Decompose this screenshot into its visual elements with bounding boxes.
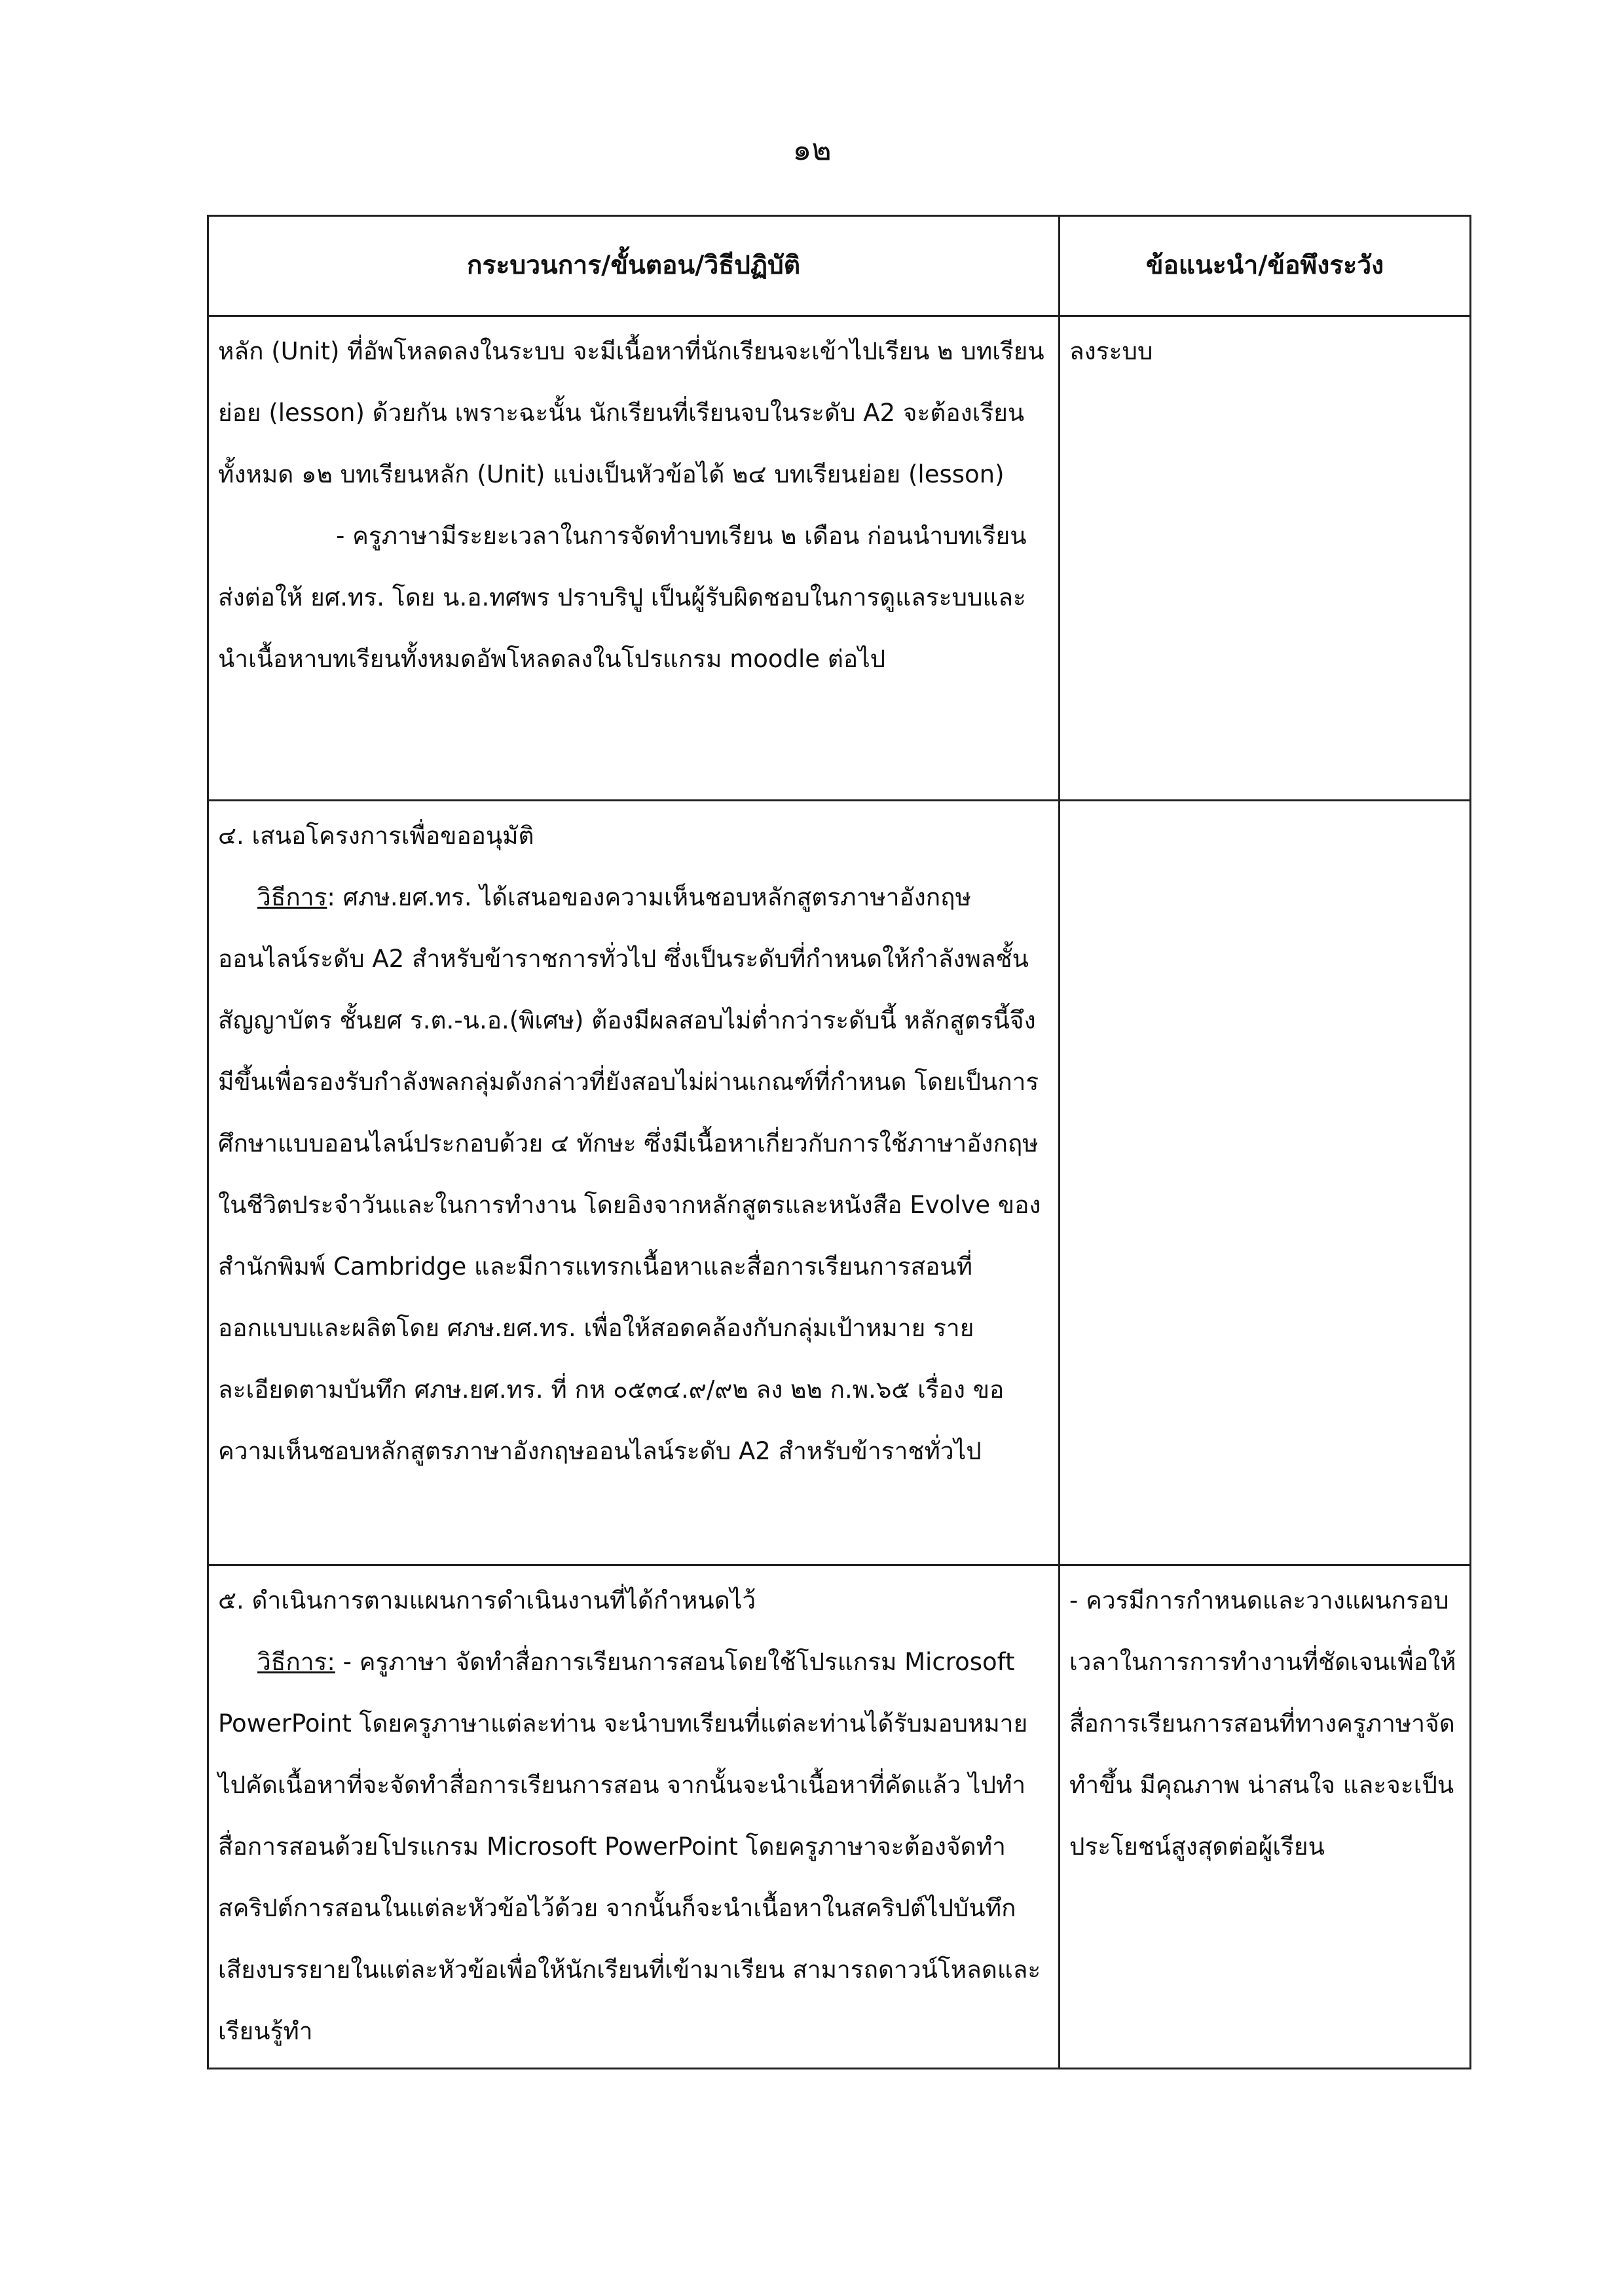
advice-text: - ควรมีการกำหนดและวางแผนกรอบเวลาในการการทำงานที่ชัดเจนเพื่อให้สื่อการเรียนการสอนที่ทางครูภาษาจัดทำขึ้น มีคุณภาพ น่าสนใจ และจะเป็นประโยชน์สูงสุดต่อผู้เรียน (1069, 1586, 1456, 1861)
step-body (218, 867, 1049, 1482)
step-heading: ๔. เสนอโครงการเพื่อขออนุมัติ (218, 822, 534, 850)
step-body (218, 1631, 1049, 2062)
page-number: ๑๒ (792, 132, 832, 167)
header-advice: ข้อแนะนำ/ข้อพึงระวัง (1060, 216, 1471, 316)
table-row (208, 316, 1471, 801)
process-cell (208, 316, 1060, 801)
advice-text: ลงระบบ (1069, 337, 1153, 365)
method-text: - ครูภาษา จัดทำสื่อการเรียนการสอนโดยใช้โปรแกรม Microsoft PowerPoint โดยครูภาษาแต่ละท่าน จะนำบทเรียนที่แต่ละท่านได้รับมอบหมาย ไปคัดเนื้อหาที่จะจัดทำสื่อการเรียนการสอน จากนั้นจะนำเนื้อหาที่คัดแล้ว ไปทำสื่อการสอนด้วยโปรแกรม Microsoft PowerPoint โดยครูภาษาจะต้องจัดทำสคริปต์การสอนในแต่ละหัวข้อไว้ด้วย จากนั้นก็จะนำเนื้อหาในสคริปต์ไปบันทึกเสียงบรรยายในแต่ละหัวข้อเพื่อให้นักเรียนที่เข้ามาเรียน สามารถดาวน์โหลดและเรียนรู้ทำ (218, 1648, 1041, 2045)
step-heading: ๕. ดำเนินการตามแผนการดำเนินงานที่ได้กำหนดไว้ (218, 1586, 756, 1614)
process-cell (208, 1565, 1060, 2069)
procedure-table (207, 215, 1471, 2069)
process-paragraph: หลัก (Unit) ที่อัพโหลดลงในระบบ จะมีเนื้อหาที่นักเรียนจะเข้าไปเรียน ๒ บทเรียนย่อย (lesson) ด้วยกัน เพราะฉะนั้น นักเรียนที่เรียนจบในระดับ A2 จะต้องเรียนทั้งหมด ๑๒ บทเรียนหลัก (Unit) แบ่งเป็นหัวข้อได้ ๒๔ บทเรียนย่อย (lesson) (218, 337, 1044, 488)
advice-cell (1060, 1565, 1471, 2069)
table-row (208, 801, 1471, 1565)
table-row (208, 1565, 1471, 2069)
advice-cell (1060, 801, 1471, 1565)
process-paragraph: - ครูภาษามีระยะเวลาในการจัดทำบทเรียน ๒ เดือน ก่อนนำบทเรียนส่งต่อให้ ยศ.ทร. โดย น.อ.ทศพร ปราบริปู เป็นผู้รับผิดชอบในการดูแลระบบและนำเนื้อหาบทเรียนทั้งหมดอัพโหลดลงในโปรแกรม moodle ต่อไป (218, 522, 1027, 673)
process-cell (208, 801, 1060, 1565)
method-label: วิธีการ: (257, 1648, 335, 1676)
method-text: : ศภษ.ยศ.ทร. ได้เสนอของความเห็นชอบหลักสูตรภาษาอังกฤษออนไลน์ระดับ A2 สำหรับข้าราชการทั่วไป ซึ่งเป็นระดับที่กำหนดให้กำลังพลชั้นสัญญาบัตร ชั้นยศ ร.ต.-น.อ.(พิเศษ) ต้องมีผลสอบไม่ต่ำกว่าระดับนี้ หลักสูตรนี้จึงมีขึ้นเพื่อรองรับกำลังพลกลุ่มดังกล่าวที่ยังสอบไม่ผ่านเกณฑ์ที่กำหนด โดยเป็นการศึกษาแบบออนไลน์ประกอบด้วย ๔ ทักษะ ซึ่งมีเนื้อหาเกี่ยวกับการใช้ภาษาอังกฤษในชีวิตประจำวันและในการทำงาน โดยอิงจากหลักสูตรและหนังสือ Evolve ของสำนักพิมพ์ Cambridge และมีการแทรกเนื้อหาและสื่อการเรียนการสอนที่ออกแบบและผลิตโดย ศภษ.ยศ.ทร. เพื่อให้สอดคล้องกับกลุ่มเป้าหมาย รายละเอียดตามบันทึก ศภษ.ยศ.ทร. ที่ กห ๐๕๓๔.๙/๙๒ ลง ๒๒ ก.พ.๖๕ เรื่อง ขอความเห็นชอบหลักสูตรภาษาอังกฤษออนไลน์ระดับ A2 สำหรับข้าราชทั่วไป (218, 883, 1041, 1465)
table-header-row (208, 216, 1471, 316)
method-label: วิธีการ (257, 883, 327, 911)
advice-cell (1060, 316, 1471, 801)
header-process: กระบวนการ/ขั้นตอน/วิธีปฏิบัติ (208, 216, 1060, 316)
